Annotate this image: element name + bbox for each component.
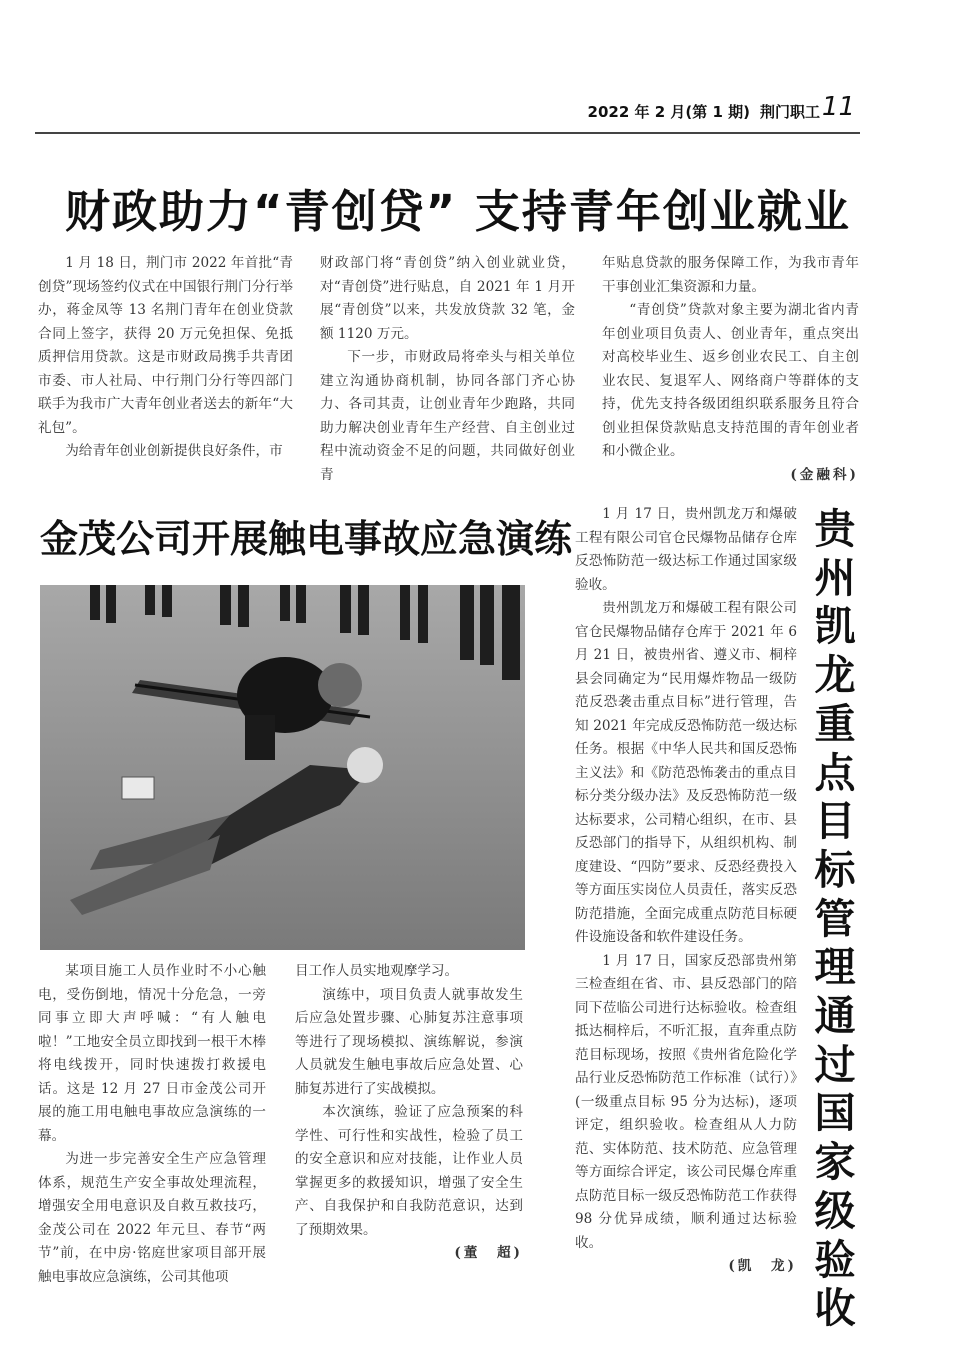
article2-paragraph: 演练中，项目负责人就事故发生后应急处置步骤、心肺复苏注意事项等进行了现场模拟、演练解说，参演人员就发生触电事故后应急处置、心肺复苏进行了实战模拟。 [295, 986, 523, 1097]
article3-paragraph: 1 月 17 日，国家反恐部贵州第三检查组在省、市、县反恐部门的陪同下莅临公司进行达标验收。检查组抵达桐梓后，不听汇报，直奔重点防范目标现场，按照《贵州省危险化学品行业反恐怖防范工作标准（试行）》(一级重点目标 95 分为达标)，逐项评定，组织验收。检查组从人力防范、实体防范、技术防范、应急管理等方面综合评定，该公司民爆仓库重点防范目标一级反恐怖防范工作获得 98 分优异成绩，顺利通过达标验收。 [575, 952, 797, 1251]
article1-column-1 [38, 252, 293, 464]
article3-body [575, 503, 797, 1279]
article3-paragraph: 贵州凯龙万和爆破工程有限公司官仓民爆物品储存仓库于 2021 年 6 月 21 日，被贵州省、遵义市、桐梓县会同确定为“民用爆炸物品一级防范反恐袭击重点目标”进行管理，告知 2021 年完成反恐怖防范一级达标任务。根据《中华人民共和国反恐怖主义法》和《防范恐怖袭击的重点目标分类分级办法》及反恐怖防范一级达标要求，公司精心组织，在市、县反恐部门的指导下，从组织机构、制度建设、“四防”要求、反恐经费投入等方面压实岗位人员责任，落实反恐防范措施，全面完成重点防范目标硬件设施设备和软件建设任务。 [575, 600, 797, 945]
article3-byline: (凯 龙) [728, 1258, 797, 1274]
article3-title: 贵州凯龙重点目标管理通过国家级验收 [814, 505, 856, 1333]
article1-paragraph: 1 月 18 日，荆门市 2022 年首批“青创贷”现场签约仪式在中国银行荆门分行举办，蒋金凤等 13 名荆门青年在创业贷款合同上签字，获得 20 万元免担保、免抵质押信用贷款。这是市财政局携手共青团市委、市人社局、中行荆门分行等四部门联手为我市广大青年创业者送去的新年“大礼包”。 [38, 255, 293, 436]
header-issue: 2022 年 2 月(第 1 期) [587, 103, 750, 121]
article1-title: 财政助力“青创贷” 支持青年创业就业 [65, 185, 851, 238]
article2-paragraph: 目工作人员实地观摩学习。 [295, 963, 459, 979]
header-publication: 荆门职工 [759, 103, 820, 121]
drill-photo [40, 585, 525, 950]
article2-title: 金茂公司开展触电事故应急演练 [40, 516, 573, 561]
article1-byline: (金融科) [790, 466, 859, 483]
article1-column-2 [320, 252, 575, 487]
article2-paragraph: 某项目施工人员作业时不小心触电，受伤倒地，情况十分危急，一旁同事立即大声呼喊：“有人触电啦！”工地安全员立即找到一根干木棒将电线拨开，同时快速拨打救援电话。这是 12 月 27 日市金茂公司开展的施工用电触电事故应急演练的一幕。 [38, 963, 266, 1144]
article1-paragraph: “青创贷”贷款对象主要为湖北省内青年创业项目负责人、创业青年，重点突出对高校毕业生、返乡创业农民工、自主创业农民、复退军人、网络商户等群体的支持，优先支持各级团组织联系服务且符合创业担保贷款贴息支持范围的青年创业者和小微企业。 [602, 302, 859, 459]
article2-paragraph: 为进一步完善安全生产应急管理体系，规范生产安全事故处理流程，增强安全用电意识及自救互救技巧，金茂公司在 2022 年元旦、春节“两节”前，在中房·铭庭世家项目部开展触电事故应急演练，公司其他项 [38, 1151, 266, 1285]
article1-paragraph: 年贴息贷款的服务保障工作，为我市青年干事创业汇集资源和力量。 [602, 255, 859, 295]
drill-photo-illustration [40, 585, 525, 950]
article2-column-1 [38, 960, 266, 1289]
article2-byline: (董 超) [454, 1245, 523, 1261]
article1-paragraph: 为给青年创业创新提供良好条件，市 [65, 443, 283, 459]
article1-paragraph: 财政部门将“青创贷”纳入创业就业贷，对“青创贷”进行贴息，自 2021 年 1 月开展“青创贷”以来，共发放贷款 32 笔，金额 1120 万元。 [320, 255, 575, 342]
article2-paragraph: 本次演练，验证了应急预案的科学性、可行性和实战性，检验了员工的安全意识和应对技能，让作业人员掌握更多的救援知识，增强了安全生产、自我保护和自我防范意识，达到了预期效果。 [295, 1104, 523, 1238]
article3-paragraph: 1 月 17 日，贵州凯龙万和爆破工程有限公司官仓民爆物品储存仓库反恐怖防范一级达标工作通过国家级验收。 [575, 506, 797, 593]
page-number: 11 [821, 92, 855, 122]
article1-paragraph: 下一步，市财政局将牵头与相关单位建立沟通协商机制，协同各部门齐心协力、各司其责，让创业青年少跑路，共同助力解决创业青年生产经营、自主创业过程中流动资金不足的问题，共同做好创业青 [320, 349, 575, 483]
article2-column-2 [295, 960, 523, 1266]
article1-column-3 [602, 252, 859, 487]
header-rule [35, 132, 860, 134]
